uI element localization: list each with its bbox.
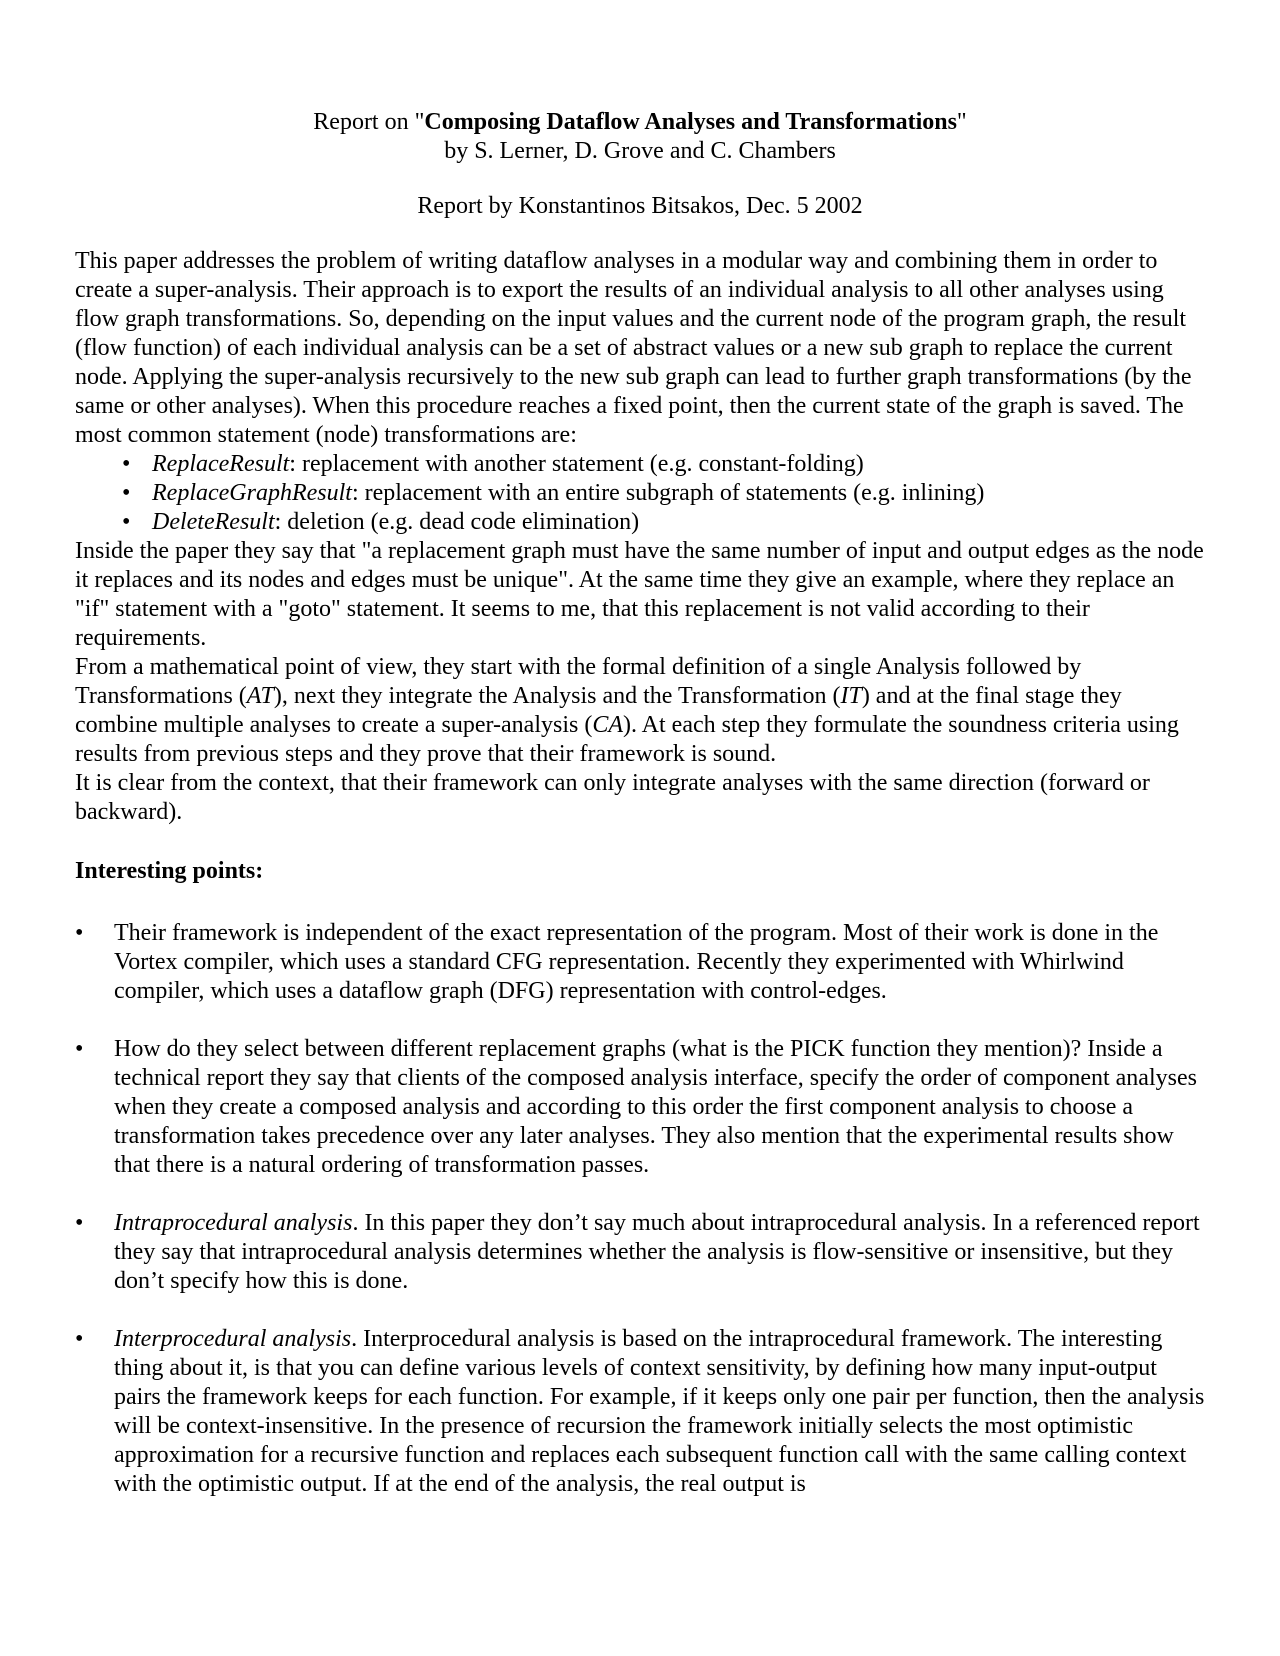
title-suffix: " bbox=[956, 109, 967, 135]
math-term-ca: CA bbox=[592, 712, 624, 738]
transformation-desc: : replacement with another statement (e.g. constant-folding) bbox=[289, 451, 864, 477]
math-paragraph bbox=[75, 653, 1205, 769]
report-title bbox=[75, 108, 1205, 137]
point-text: How do they select between different replacement graphs (what is the PICK function they mention)? Inside a technical report they say that clients of the composed analysis interface, specify the order of component analyses when they create a composed analysis and according to this order the first component analysis to choose a transformation takes precedence over any later analyses. They also mention that the experimental results show that there is a natural ordering of transformation passes. bbox=[114, 1036, 1197, 1178]
list-item bbox=[75, 450, 1205, 479]
math-text: ), next they integrate the Analysis and the Transformation ( bbox=[273, 683, 841, 709]
bullet-icon: • bbox=[122, 509, 131, 535]
transformation-term: ReplaceResult bbox=[152, 451, 290, 477]
paper-authors: by S. Lerner, D. Grove and C. Chambers bbox=[444, 138, 836, 164]
direction-paragraph: It is clear from the context, that their framework can only integrate analyses with the same direction (forward or backward). bbox=[75, 770, 1150, 825]
transformation-desc: : deletion (e.g. dead code elimination) bbox=[274, 509, 640, 535]
list-item bbox=[75, 1035, 1205, 1180]
math-term-at: AT bbox=[246, 683, 274, 709]
transformations-list bbox=[75, 450, 1205, 537]
interesting-points-list bbox=[75, 919, 1205, 1499]
point-term: Intraprocedural analysis bbox=[114, 1210, 353, 1236]
paper-title: Composing Dataflow Analyses and Transformations bbox=[424, 109, 957, 135]
bullet-icon: • bbox=[75, 1326, 84, 1352]
bullet-icon: • bbox=[75, 920, 84, 946]
title-prefix: Report on " bbox=[313, 109, 425, 135]
transformation-desc: : replacement with an entire subgraph of statements (e.g. inlining) bbox=[351, 480, 985, 506]
bullet-icon: • bbox=[75, 1036, 84, 1062]
math-text: From a mathematical point of view, they start with the formal definition of a single Analysis followed by Transformations ( bbox=[75, 654, 1082, 709]
section-heading: Interesting points: bbox=[75, 858, 264, 884]
document-page bbox=[75, 108, 1205, 1499]
list-item bbox=[75, 479, 1205, 508]
list-item bbox=[75, 508, 1205, 537]
math-text: ). At each step they formulate the soundness criteria using results from previous steps and they prove that their framework is sound. bbox=[75, 712, 1179, 767]
point-term: Interprocedural analysis bbox=[114, 1326, 352, 1352]
replacement-paragraph: Inside the paper they say that "a replacement graph must have the same number of input and output edges as the node it replaces and its nodes and edges must be unique". At the same time they give an example, where they replace an "if" statement with a "goto" statement. It seems to me, that this replacement is not valid according to their requirements. bbox=[75, 538, 1204, 651]
list-item bbox=[75, 919, 1205, 1006]
math-term-it: IT bbox=[840, 683, 862, 709]
math-text: ) and at the final stage they combine multiple analyses to create a super-analysis ( bbox=[75, 683, 1122, 738]
list-item bbox=[75, 1209, 1205, 1296]
list-item bbox=[75, 1325, 1205, 1499]
transformation-term: DeleteResult bbox=[152, 509, 275, 535]
bullet-icon: • bbox=[122, 451, 131, 477]
point-text: . Interprocedural analysis is based on the intraprocedural framework. The interesting thing about it, is that you can define various levels of context sensitivity, by defining how many input-output pairs the framework keeps for each function. For example, if it keeps only one pair per function, then the analysis will be context-insensitive. In the presence of recursion the framework initially selects the most optimistic approximation for a recursive function and replaces each subsequent function call with the same calling context with the optimistic output. If at the end of the analysis, the real output is bbox=[114, 1326, 1205, 1497]
point-text: Their framework is independent of the exact representation of the program. Most of their work is done in the Vortex compiler, which uses a standard CFG representation. Recently they experimented with Whirlwind compiler, which uses a dataflow graph (DFG) representation with control-edges. bbox=[114, 920, 1159, 1004]
intro-paragraph: This paper addresses the problem of writing dataflow analyses in a modular way and combining them in order to create a super-analysis. Their approach is to export the results of an individual analysis to all other analyses using flow graph transformations. So, depending on the input values and the current node of the program graph, the result (flow function) of each individual analysis can be a set of abstract values or a new sub graph to replace the current node. Applying the super-analysis recursively to the new sub graph can lead to further graph transformations (by the same or other analyses). When this procedure reaches a fixed point, then the current state of the graph is saved. The most common statement (node) transformations are: bbox=[75, 248, 1192, 448]
report-author-date: Report by Konstantinos Bitsakos, Dec. 5 2002 bbox=[417, 193, 863, 219]
transformation-term: ReplaceGraphResult bbox=[152, 480, 352, 506]
bullet-icon: • bbox=[122, 480, 131, 506]
point-text: . In this paper they don’t say much about intraprocedural analysis. In a referenced report they say that intraprocedural analysis determines whether the analysis is flow-sensitive or insensitive, but they don’t specify how this is done. bbox=[114, 1210, 1200, 1294]
bullet-icon: • bbox=[75, 1210, 84, 1236]
